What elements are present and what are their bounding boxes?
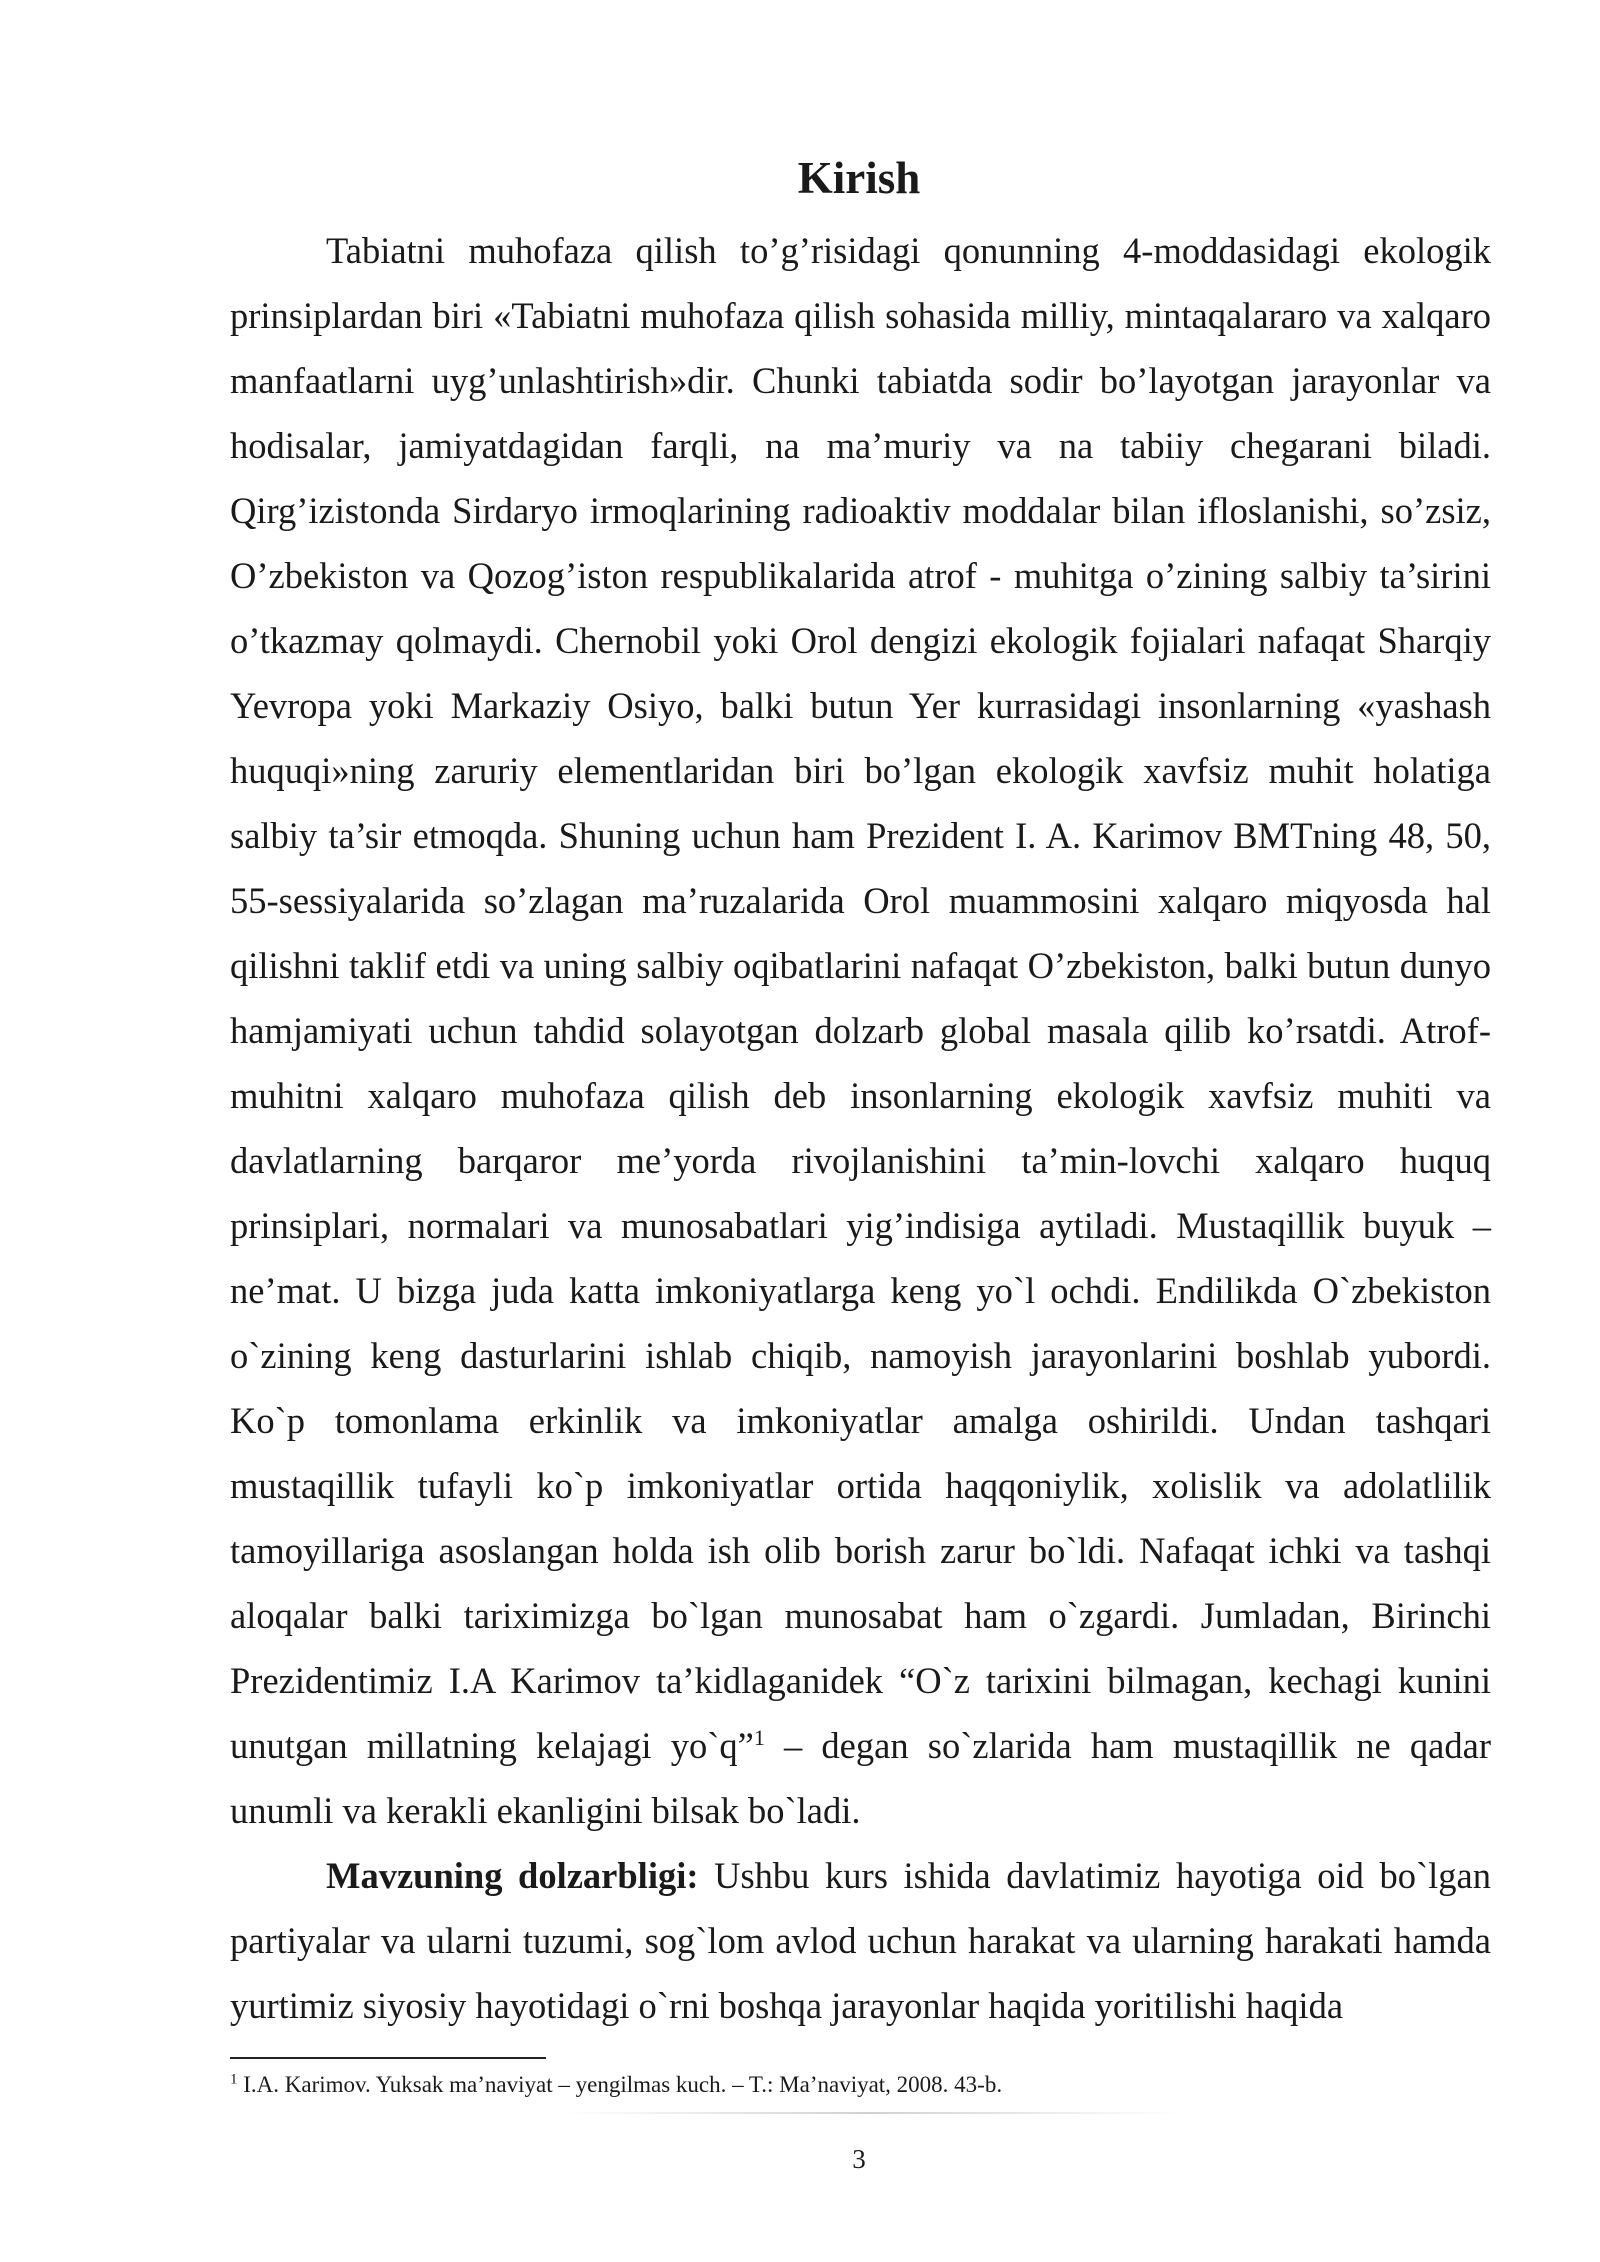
page-title: Kirish	[797, 153, 921, 203]
footnote-separator	[230, 2057, 546, 2059]
footnote-mark: 1	[230, 2071, 238, 2088]
body-text	[230, 218, 1491, 2038]
footnote-text: I.A. Karimov. Yuksak ma’naviyat – yengilmas kuch. – T.: Ma’naviyat, 2008. 43-b.	[237, 2072, 1003, 2097]
intro-paragraph	[230, 218, 1491, 1843]
intro-paragraph-text: Tabiatni muhofaza qilish to’g’risidagi qonunning 4-moddasidagi ekologik prinsiplardan biri «Tabiatni muhofaza qilish sohasida milliy, mintaqalararo va xalqaro manfaatlarni uyg’unlashtirish»dir. Chunki tabiatda sodir bo’layotgan jarayonlar va hodisalar, jamiyatdagidan farqli, na ma’muriy va na tabiiy chegarani biladi. Qirg’izistonda Sirdaryo irmoqlarining radioaktiv moddalar bilan ifloslanishi, so’zsiz, O’zbekiston va Qozog’iston respublikalarida atrof - muhitga o’zining salbiy ta’sirini o’tkazmay qolmaydi. Chernobil yoki Orol dengizi ekologik fojialari nafaqat Sharqiy Yevropa yoki Markaziy Osiyo, balki butun Yer kurrasidagi insonlarning «yashash huquqi»ning zaruriy elementlaridan biri bo’lgan ekologik xavfsiz muhit holatiga salbiy ta’sir etmoqda. Shuning uchun ham Prezident I. A. Karimov BMTning 48, 50, 55-sessiyalarida so’zlagan ma’ruzalarida Orol muammosini xalqaro miqyosda hal qilishni taklif etdi va uning salbiy oqibatlarini nafaqat O’zbekiston, balki butun dunyo hamjamiyati uchun tahdid solayotgan dolzarb global masala qilib ko’rsatdi. Atrof-muhitni xalqaro muhofaza qilish deb insonlarning ekologik xavfsiz muhiti va davlatlarning barqaror me’yorda rivojlanishini ta’min-lovchi xalqaro huquq prinsiplari, normalari va munosabatlari yig’indisiga aytiladi. Mustaqillik buyuk – ne’mat. U bizga juda katta imkoniyatlarga keng yo`l ochdi. Endilikda O`zbekiston o`zining keng dasturlarini ishlab chiqib, namoyish jarayonlarini boshlab yubordi. Ko`p tomonlama erkinlik va imkoniyatlar amalga oshirildi. Undan tashqari mustaqillik tufayli ko`p imkoniyatlar ortida haqqoniylik, xolislik va adolatlilik tamoyillariga asoslangan holda ish olib borish zarur bo`ldi. Nafaqat ichki va tashqi aloqalar balki tariximizga bo`lgan munosabat ham o`zgardi. Jumladan, Birinchi Prezidentimiz I.A Karimov ta’kidlaganidek “O`z tarixini bilmagan, kechagi kunini unutgan millatning kelajagi yo`q”	[230, 230, 1491, 1766]
page-number: 3	[852, 2144, 866, 2174]
intro-paragraph-end: – degan so`zlarida ham mustaqillik ne qadar unumli va kerakli ekanligini bilsak bo`ladi.	[230, 1725, 1491, 1831]
footnote-reference[interactable]: 1	[753, 1724, 765, 1750]
relevance-paragraph	[230, 1843, 1491, 2038]
footnote	[230, 2068, 1491, 2102]
scan-artifact-line	[560, 2112, 1180, 2114]
relevance-heading: Mavzuning dolzarbligi:	[326, 1855, 699, 1896]
relevance-paragraph-text: Ushbu kurs ishida davlatimiz hayotiga oid bo`lgan partiyalar va ularni tuzumi, sog`lom avlod uchun harakat va ularning harakati hamda yurtimiz siyosiy hayotidagi o`rni boshqa jarayonlar haqida yoritilishi haqida	[230, 1855, 1491, 2026]
